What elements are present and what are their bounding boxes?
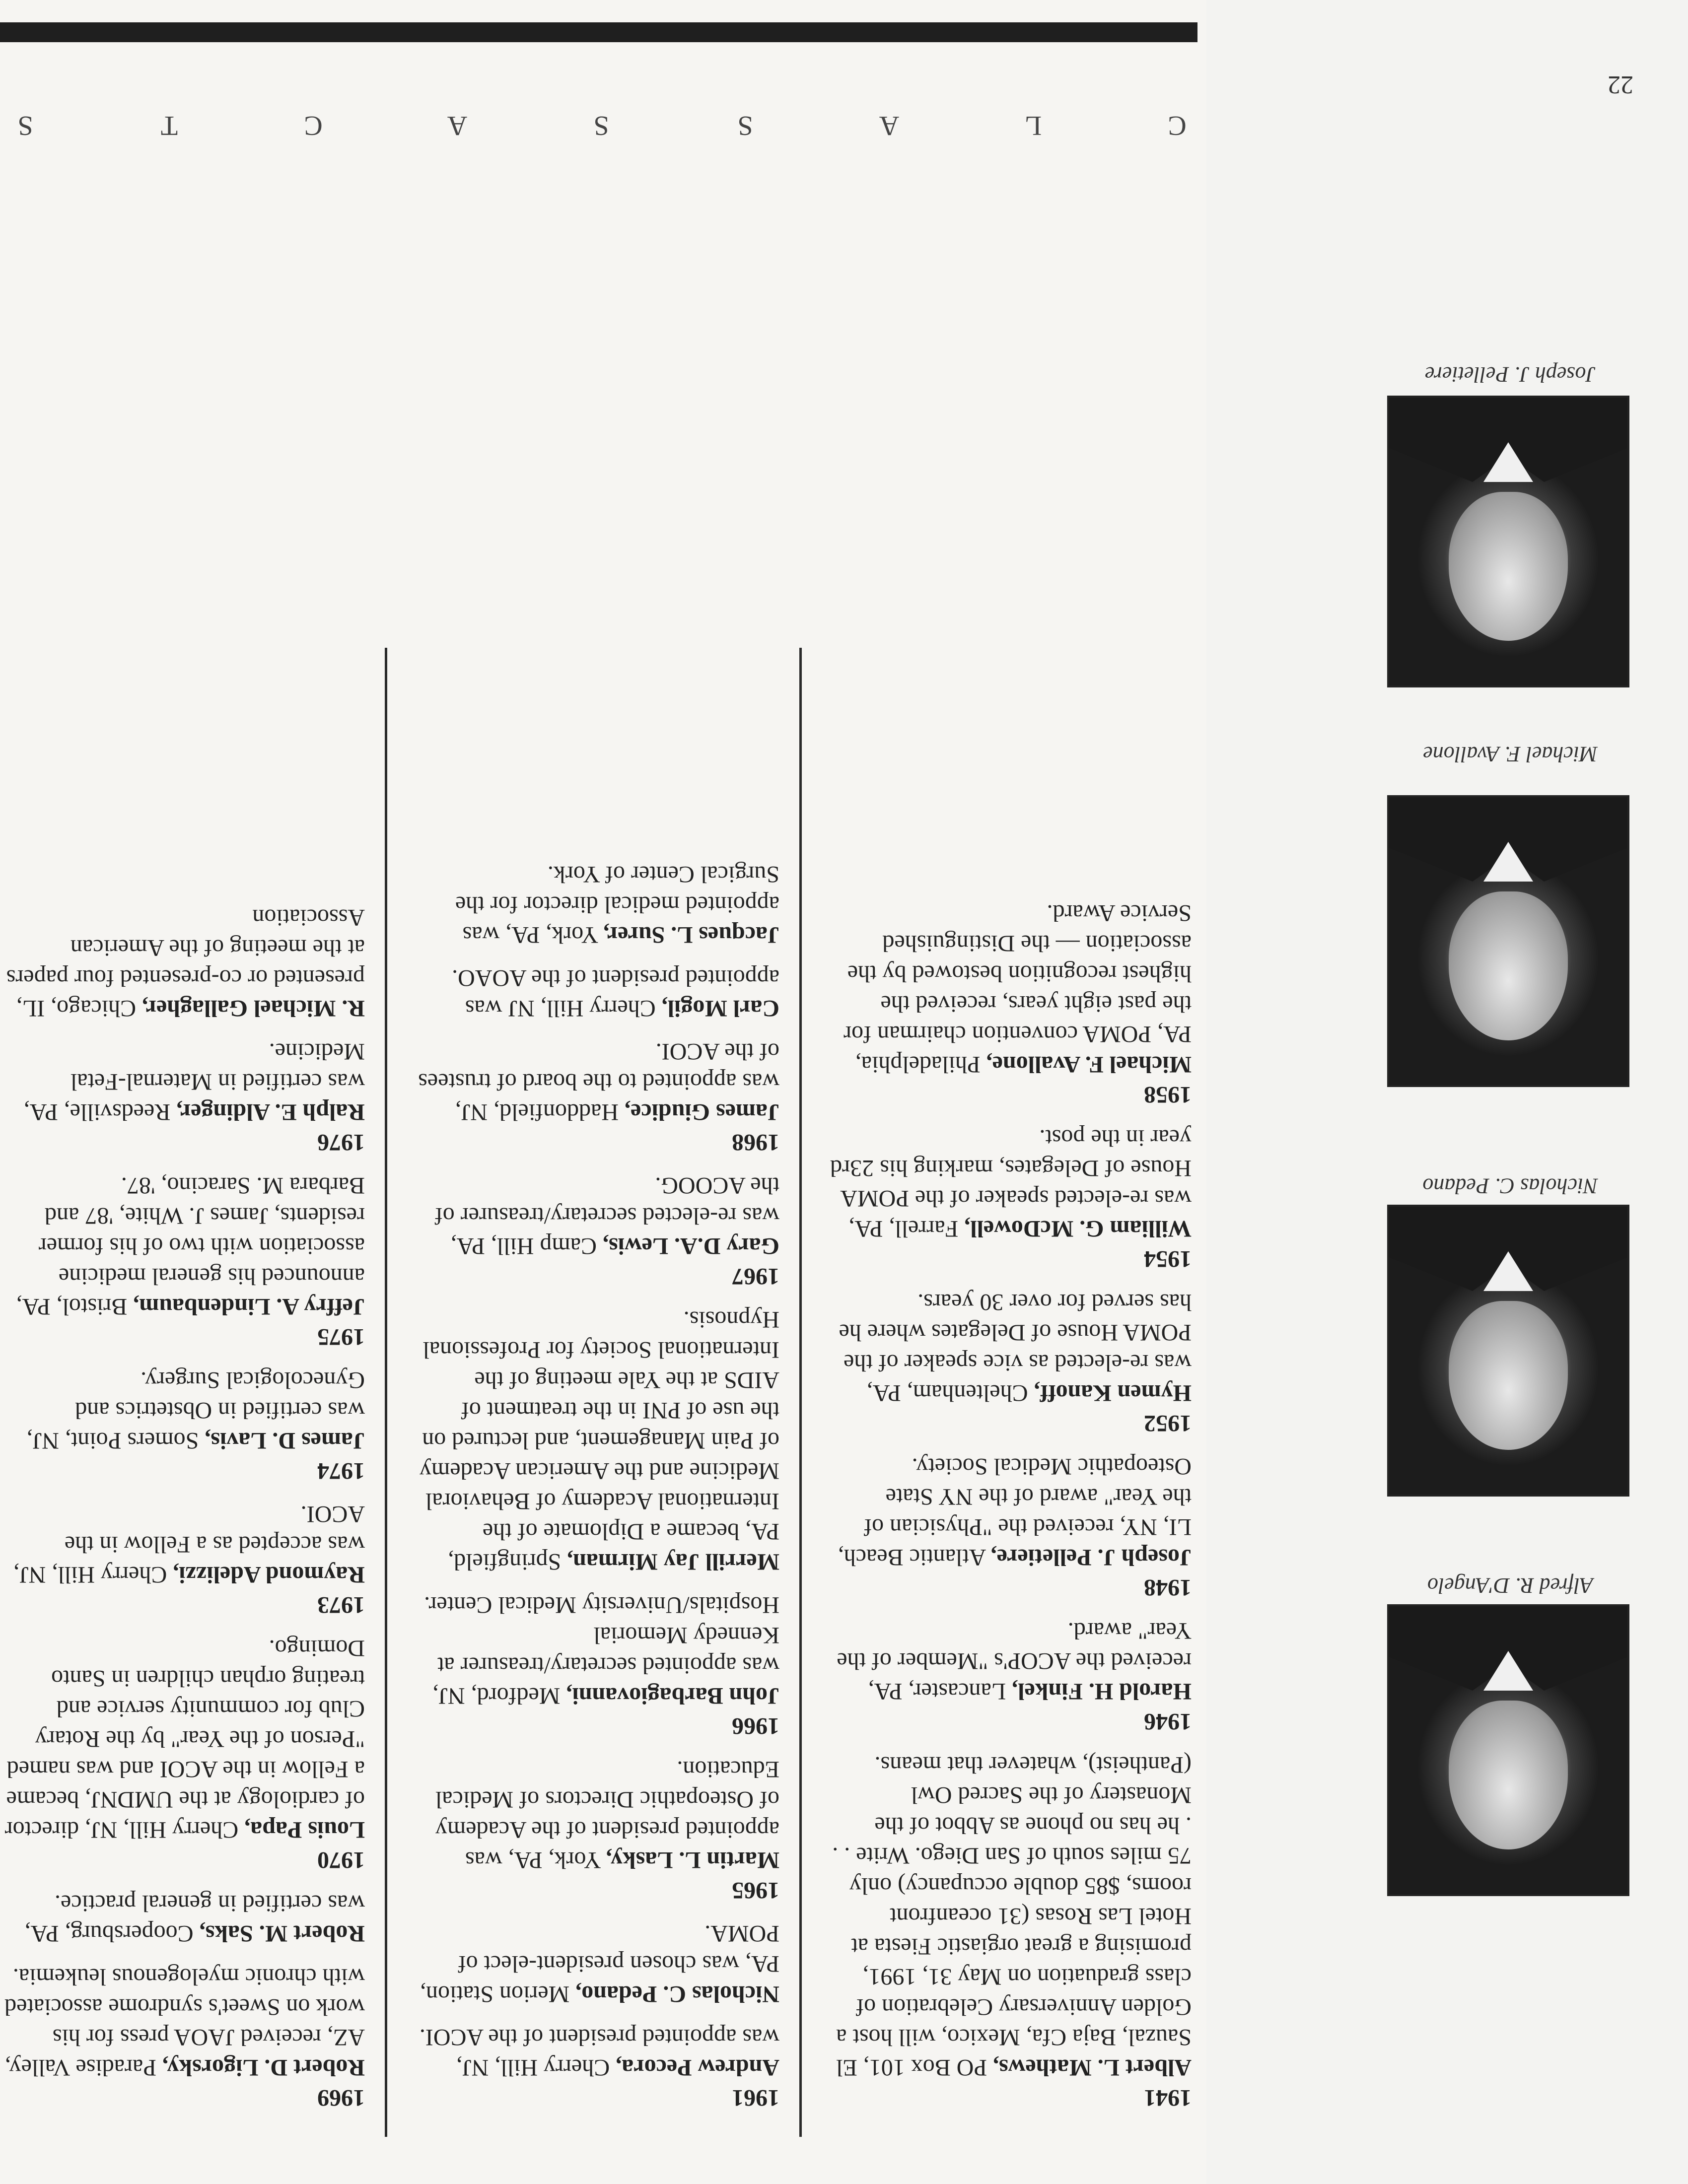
header-letter: S — [736, 110, 753, 141]
note-text: Cheltenham, PA, was re-elected as vice speaker of the POMA House of Delegates where he has served for over 30 years. — [839, 1289, 1192, 1406]
note-text: Farrell, PA, was re-elected speaker of the POMA House of Delegates, marking his 23rd year in the post. — [830, 1125, 1192, 1242]
class-note — [2, 1962, 365, 2113]
note-text: York, PA, was appointed president of the Academy of Osteopathic Directors of Medical Education. — [435, 1756, 779, 1873]
class-note — [829, 1616, 1192, 1737]
alumnus-name: Jacques L. Surer, — [603, 922, 779, 948]
alumnus-name: Louis Papa, — [244, 1817, 365, 1843]
photo-caption: Joseph J. Pelletiere — [1424, 362, 1596, 387]
alumnus-name: John Barbagiovanni, — [566, 1683, 779, 1709]
note-text: Coopersburg, PA, was certified in general practice. — [24, 1890, 365, 1947]
alumnus-name: Carl Mogil, — [661, 995, 779, 1022]
class-note — [2, 902, 365, 1024]
note-text: Cherry Hill, NJ, was accepted as a Fellow in the ACOI. — [13, 1501, 365, 1588]
section-header — [10, 110, 1192, 141]
header-letter: S — [592, 110, 609, 141]
class-note — [417, 859, 779, 950]
class-note — [417, 1918, 779, 2009]
column — [417, 846, 779, 2117]
alumnus-name: Robert M. Saks, — [199, 1920, 365, 1947]
class-note — [417, 1304, 779, 1577]
class-note — [417, 1590, 779, 1741]
header-letter: L — [1023, 110, 1042, 141]
class-note — [2, 1036, 365, 1158]
portrait-photo — [1387, 795, 1629, 1087]
note-text: Philadelphia, PA, POMA convention chairman for the past eight years, received the highest recognition bestowed by the association — the Distinguished Service Award. — [844, 900, 1192, 1078]
column — [2, 889, 365, 2117]
class-year: 1966 — [732, 1713, 779, 1739]
class-year: 1965 — [732, 1877, 779, 1904]
note-text: York, PA, was appointed medical director for the Surgical Center of York. — [455, 861, 779, 948]
class-note — [2, 1170, 365, 1352]
photo-caption: Nicholas C. Pedano — [1422, 1174, 1598, 1198]
class-note — [829, 1750, 1192, 2113]
class-note — [417, 963, 779, 1024]
header-letter: A — [878, 110, 900, 141]
class-year: 1975 — [317, 1324, 365, 1350]
column-rule — [385, 648, 387, 2137]
class-year: 1946 — [1144, 1708, 1192, 1735]
alumnus-name: Martin L. Lasky, — [606, 1847, 779, 1873]
photo-caption: Alfred R. D'Angelo — [1427, 1573, 1594, 1598]
class-note — [417, 1036, 779, 1158]
note-text: Cherry Hill, NJ, director of cardiology at the UMDNJ, became a Fellow in the ACOI and was named "Person of the Year" by the Rotary Club for community service and treating orphan children in Santo Domingo. — [4, 1635, 365, 1843]
note-text: Merion Station, PA, was chosen president-elect of POMA. — [420, 1920, 779, 2007]
note-text: PO Box 101, El Sauzal, Baja Cfa, Mexico, will host a Golden Anniversary Celebration of class graduation on May 31, 1991, promising a great orgiastic Fiesta at Hotel Las Rosas (31 oceanfront rooms, $85 double occupancy) only 75 miles south of San Diego. Write . . . he has no phone as Abbot of the Monastery of the Sacred Owl (Pantheist), whatever that means. — [832, 1752, 1192, 2081]
class-year: 1969 — [317, 2085, 365, 2111]
alumnus-name: James Giudice, — [625, 1099, 779, 1125]
header-letter: S — [16, 110, 33, 141]
class-note — [2, 1888, 365, 1949]
class-year: 1968 — [732, 1129, 779, 1156]
footer-bar — [0, 22, 1197, 42]
alumnus-name: Joseph J. Pelletiere, — [990, 1544, 1192, 1570]
class-year: 1952 — [1144, 1410, 1192, 1436]
class-note — [2, 1499, 365, 1620]
class-note — [829, 898, 1192, 1110]
alumnus-name: Nicholas C. Pedano, — [575, 1981, 779, 2007]
page-number: 22 — [1608, 70, 1633, 99]
note-text: Paradise Valley, AZ, received JAOA press for his work on Sweet's syndrome associated with chronic myelogenous leukemia. — [4, 1964, 365, 2081]
note-text: Reedsville, PA, was certified in Maternal-Fetal Medicine. — [23, 1038, 365, 1125]
alumnus-name: Jeffry A. Lindenbaum, — [133, 1294, 365, 1320]
class-year: 1970 — [317, 1847, 365, 1873]
class-note — [417, 1170, 779, 1292]
class-year: 1976 — [317, 1129, 365, 1156]
class-note — [829, 1451, 1192, 1603]
class-note — [417, 2022, 779, 2113]
alumnus-name: Harold H. Finkel, — [1012, 1678, 1192, 1705]
class-note — [2, 1365, 365, 1486]
alumnus-name: Raymond Adelizzi, — [173, 1562, 365, 1588]
class-year: 1958 — [1144, 1082, 1192, 1108]
note-text: Camp Hill, PA, was re-elected secretary/treasurer of the ACOOG. — [434, 1172, 779, 1259]
note-text: Chicago, IL, presented or co-presented four papers at the meeting of the American Association — [6, 904, 365, 1022]
class-year: 1974 — [317, 1458, 365, 1484]
note-text: Cherry Hill, NJ was appointed president of the AOAO. — [452, 965, 779, 1022]
class-note — [417, 1754, 779, 1906]
column — [829, 885, 1192, 2117]
alumnus-name: Gary D.A. Lewis, — [603, 1233, 779, 1259]
class-year: 1948 — [1144, 1574, 1192, 1601]
note-text: Lancaster, PA, received the ACOP's "Member of the Year" award. — [837, 1618, 1192, 1705]
photo-caption: Michael F. Avallone — [1423, 742, 1598, 766]
class-year: 1954 — [1144, 1246, 1192, 1272]
portrait-photo — [1387, 396, 1629, 687]
note-text: Atlantic Beach, LI, NY, received the "Physician of the Year" award of the NY State Osteopathic Medical Society. — [838, 1453, 1192, 1570]
header-letter: A — [446, 110, 468, 141]
alumnus-name: Ralph E. Aldinger, — [176, 1099, 365, 1125]
class-note — [829, 1123, 1192, 1274]
alumnus-name: William G. McDowell, — [964, 1216, 1192, 1242]
portrait-photo — [1387, 1205, 1629, 1497]
note-text: Bristol, PA, announced his general medicine association with two of his former residents, James J. White, '87 and Barbara M. Saracino, '87. — [16, 1172, 365, 1320]
alumnus-name: R. Michael Gallagher, — [142, 995, 365, 1022]
class-year: 1961 — [732, 2085, 779, 2111]
note-text: Medford, NJ, was appointed secretary/treasurer at Kennedy Memorial Hospitals/University Medical Center. — [424, 1592, 779, 1709]
class-note — [2, 1633, 365, 1875]
note-text: Haddonfield, NJ, was appointed to the board of trustees of the ACOI. — [418, 1038, 779, 1125]
header-letter: C — [1167, 110, 1187, 141]
alumnus-name: James D. Lavis, — [205, 1428, 365, 1454]
alumnus-name: Merrill Jay Mirman, — [567, 1549, 779, 1575]
class-year: 1941 — [1144, 2085, 1192, 2111]
header-letter: C — [303, 110, 323, 141]
note-text: Springfield, PA, became a Diplomate of the International Academy of Behavioral Medicine and the American Academy of Pain Management, and lectured on the use of PNI in the treatment of AIDS at the Yale meeting of the International Society for Professional Hypnosis. — [419, 1306, 779, 1575]
header-letter: T — [159, 110, 178, 141]
alumnus-name: Michael F. Avallone, — [986, 1051, 1192, 1078]
alumnus-name: Hymen Kanoff, — [1034, 1380, 1192, 1406]
alumnus-name: Andrew Pecora, — [616, 2054, 779, 2081]
class-note — [829, 1287, 1192, 1438]
alumnus-name: Albert L. Mathews, — [993, 2054, 1192, 2081]
class-year: 1973 — [317, 1592, 365, 1618]
portrait-photo — [1387, 1604, 1629, 1896]
note-text: Somers Point, NJ, was certified in Obstetrics and Gynecological Surgery. — [26, 1367, 365, 1454]
note-text: Cherry Hill, NJ, was appointed president of the ACOI. — [419, 2024, 779, 2081]
column-rule — [799, 648, 802, 2137]
class-year: 1967 — [732, 1263, 779, 1290]
alumnus-name: Robert D. Ligorsky, — [162, 2054, 365, 2081]
